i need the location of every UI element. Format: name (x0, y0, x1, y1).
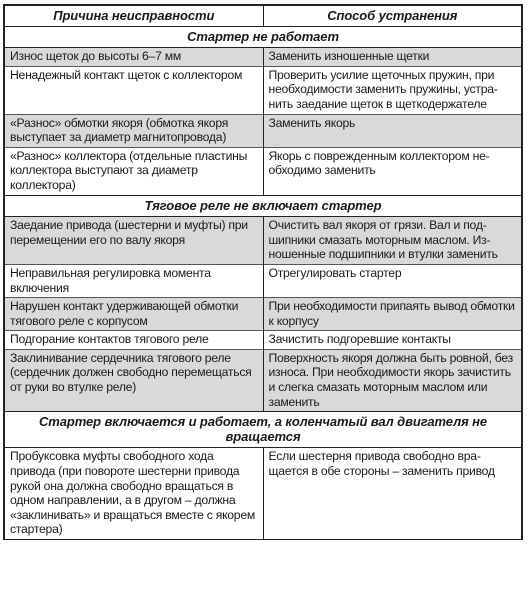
cause-cell: «Разнос» коллектора (отдельные пластины коллектора выступают за диаметр коллектора) (5, 147, 264, 195)
cause-cell: «Разнос» обмотки якоря (обмотка якоря выступает за диаметр магнитопровода) (5, 114, 264, 147)
remedy-cell: Зачистить подгоревшие контакты (263, 331, 522, 350)
remedy-cell: Очистить вал якоря от грязи. Вал и подшипники смазать моторным маслом. Изношенные подшипники и втулки заменить (263, 217, 522, 265)
table-header-row (5, 6, 522, 27)
remedy-cell: Якорь с поврежденным коллектором необходимо заменить (263, 147, 522, 195)
section-title: Стартер не работает (5, 26, 522, 48)
table-row (5, 66, 522, 114)
table-row (5, 48, 522, 67)
table-row (5, 448, 522, 539)
cause-cell: Износ щеток до высоты 6–7 мм (5, 48, 264, 67)
remedy-cell: Заменить якорь (263, 114, 522, 147)
table-row (5, 298, 522, 331)
malfunction-table (4, 5, 522, 539)
table-row (5, 147, 522, 195)
section-heading-row (5, 412, 522, 448)
column-header-remedy: Способ устранения (263, 6, 522, 27)
table-row (5, 264, 522, 297)
malfunction-table-frame (3, 4, 523, 540)
remedy-cell: Заменить изношенные щетки (263, 48, 522, 67)
section-heading-row (5, 26, 522, 48)
remedy-cell: Поверхность якоря должна быть ровной, без износа. При необходимости якорь зачистить и слегка смазать моторным маслом или заменить (263, 349, 522, 411)
section-starter-not-working (5, 26, 522, 195)
table-row (5, 114, 522, 147)
remedy-cell: Проверить усилие щеточных пружин, при необходимости заменить пружины, устранить заедание щеток в щеткодержателе (263, 66, 522, 114)
cause-cell: Подгорание контактов тягового реле (5, 331, 264, 350)
section-title: Стартер включается и работает, а коленчатый вал двигателя не вращается (5, 412, 522, 448)
section-title: Тяговое реле не включает стартер (5, 195, 522, 217)
section-crankshaft-not-rotating (5, 412, 522, 539)
remedy-cell: Если шестерня привода свободно вращается в обе стороны – заменить привод (263, 448, 522, 539)
cause-cell: Неправильная регулировка момента включения (5, 264, 264, 297)
table-row (5, 331, 522, 350)
cause-cell: Заедание привода (шестерни и муфты) при перемещении его по валу якоря (5, 217, 264, 265)
cause-cell: Нарушен контакт удерживающей обмотки тягового реле с корпусом (5, 298, 264, 331)
cause-cell: Ненадежный контакт щеток с коллектором (5, 66, 264, 114)
table-row (5, 217, 522, 265)
cause-cell: Пробуксовка муфты свободного хода привода (при повороте шестерни привода рукой она должна свободно вращаться в одном направлении, а в другом – должна «заклинивать» и вращаться вместе с якорем стартера) (5, 448, 264, 539)
column-header-cause: Причина неисправности (5, 6, 264, 27)
cause-cell: Заклинивание сердечника тягового реле (сердечник должен свободно перемещаться от руки во втулке реле) (5, 349, 264, 411)
section-heading-row (5, 195, 522, 217)
remedy-cell: Отрегулировать стартер (263, 264, 522, 297)
section-traction-relay (5, 195, 522, 412)
remedy-cell: При необходимости припаять вывод обмотки к корпусу (263, 298, 522, 331)
table-row (5, 349, 522, 411)
